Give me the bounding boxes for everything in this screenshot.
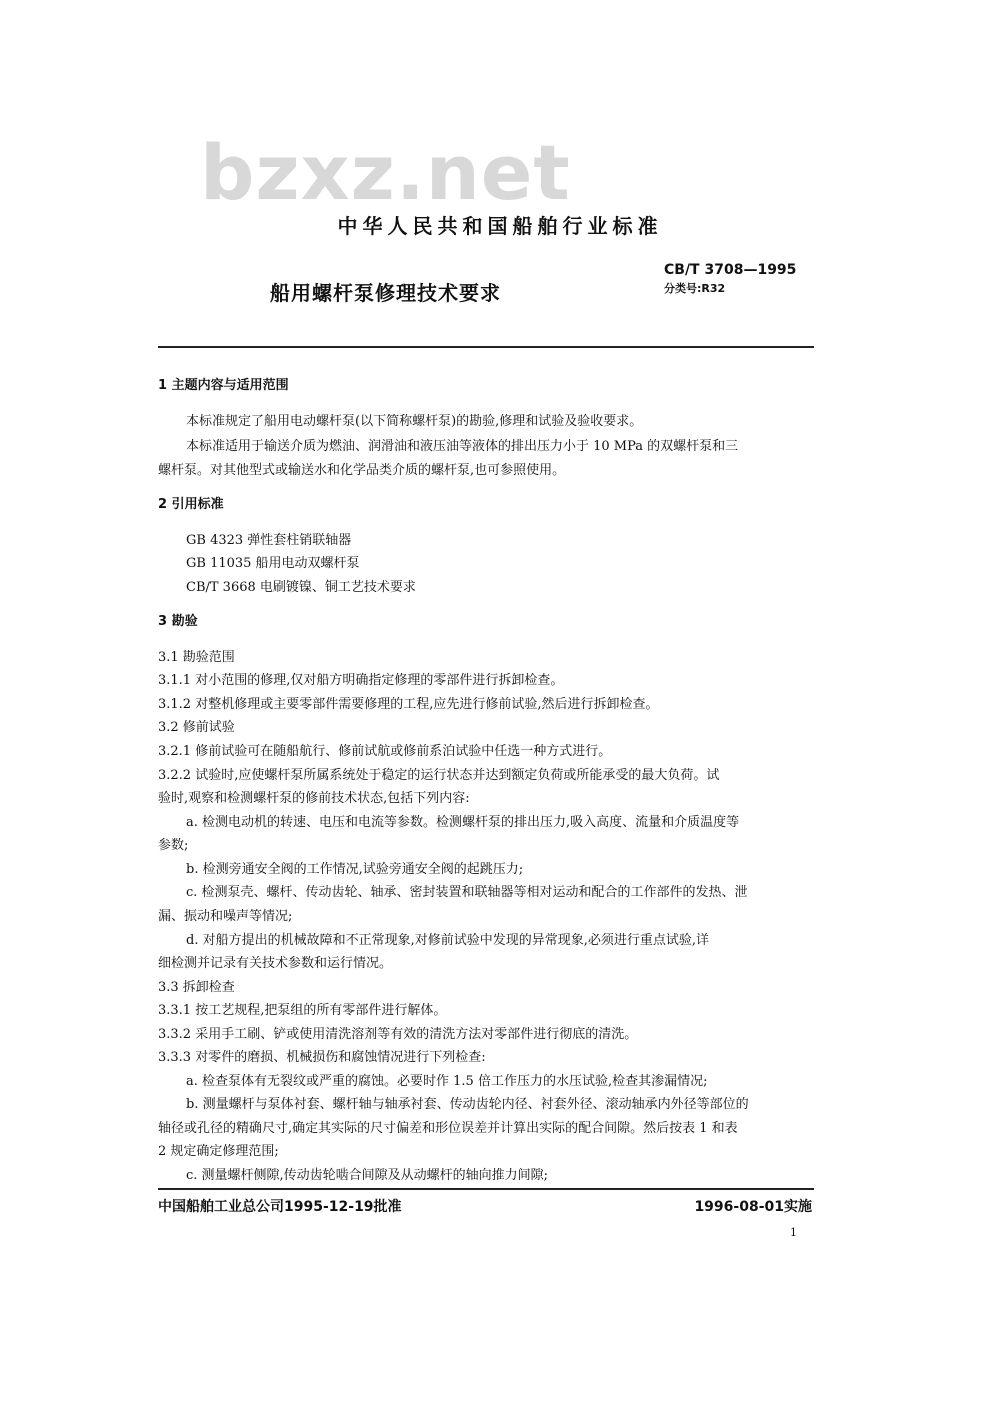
list-item: b. 检测旁通安全阀的工作情况,试验旁通安全阀的起跳压力; (186, 862, 524, 877)
list-item: 漏、振动和噪声等情况; (158, 909, 293, 924)
standard-code: CB/T 3708—1995 (664, 262, 797, 278)
list-item: a. 检查泵体有无裂纹或严重的腐蚀。必要时作 1.5 倍工作压力的水压试验,检查其渗漏情况; (186, 1074, 708, 1089)
standard-category-title: 中华人民共和国船舶行业标准 (337, 214, 663, 238)
watermark: bzxz.net (200, 128, 571, 217)
paragraph-line: 螺杆泵。对其他型式或输送水和化学品类介质的螺杆泵,也可参照使用。 (158, 463, 566, 478)
clause-line: 3.2.1 修前试验可在随船航行、修前试航或修前系泊试验中任选一种方式进行。 (158, 744, 612, 759)
effective-date: 1996-08-01实施 (694, 1199, 812, 1215)
paragraph-line: 本标准规定了船用电动螺杆泵(以下简称螺杆泵)的勘验,修理和试验及验收要求。 (186, 414, 643, 429)
reference-item: GB 4323 弹性套柱销联轴器 (186, 533, 352, 548)
list-item: c. 测量螺杆侧隙,传动齿轮啮合间隙及从动螺杆的轴向推力间隙; (186, 1168, 549, 1183)
list-item: d. 对船方提出的机械故障和不正常现象,对修前试验中发现的异常现象,必须进行重点试验,详 (186, 933, 709, 948)
list-item: b. 测量螺杆与泵体衬套、螺杆轴与轴承衬套、传动齿轮内径、衬套外径、滚动轴承内外径等部位的 (186, 1097, 749, 1112)
section-heading: 1 主题内容与适用范围 (158, 378, 289, 393)
clause-line: 3.3.2 采用手工刷、铲或使用清洗溶剂等有效的清洗方法对零部件进行彻底的清洗。 (158, 1027, 638, 1042)
clause-line: 3.1.2 对整机修理或主要零部件需要修理的工程,应先进行修前试验,然后进行拆卸检查。 (158, 697, 659, 712)
header-divider (158, 346, 814, 348)
subsection-heading: 3.1 勘验范围 (158, 650, 235, 665)
approval-date: 中国船舶工业总公司1995-12-19批准 (158, 1199, 402, 1215)
footer-divider (158, 1188, 814, 1190)
list-item: 细检测并记录有关技术参数和运行情况。 (158, 956, 393, 971)
list-item: 轴径或孔径的精确尺寸,确定其实际的尺寸偏差和形位误差并计算出实际的配合间隙。然后按表 1 和表 (158, 1121, 738, 1136)
list-item: c. 检测泵壳、螺杆、传动齿轮、轴承、密封装置和联轴器等相对运动和配合的工作部件的发热、泄 (186, 885, 748, 900)
reference-item: CB/T 3668 电刷镀镍、铜工艺技术要求 (186, 580, 416, 595)
section-heading: 2 引用标准 (158, 497, 224, 512)
document-title: 船用螺杆泵修理技术要求 (270, 281, 501, 305)
page-number: 1 (790, 1226, 797, 1239)
reference-item: GB 11035 船用电动双螺杆泵 (186, 556, 360, 571)
clause-line: 3.3.3 对零件的磨损、机械损伤和腐蚀情况进行下列检查: (158, 1050, 486, 1065)
classification-number: 分类号:R32 (664, 282, 726, 295)
subsection-heading: 3.3 拆卸检查 (158, 980, 235, 995)
clause-line: 3.2.2 试验时,应使螺杆泵所属系统处于稳定的运行状态并达到额定负荷或所能承受的最大负荷。试 (158, 768, 720, 783)
list-item: a. 检测电动机的转速、电压和电流等参数。检测螺杆泵的排出压力,吸入高度、流量和介质温度等 (186, 815, 740, 830)
clause-line: 3.3.1 按工艺规程,把泵组的所有零部件进行解体。 (158, 1003, 447, 1018)
clause-line: 3.1.1 对小范围的修理,仅对船方明确指定修理的零部件进行拆卸检查。 (158, 673, 564, 688)
paragraph-line: 本标准适用于输送介质为燃油、润滑油和液压油等液体的排出压力小于 10 MPa 的双螺杆泵和三 (186, 439, 739, 454)
subsection-heading: 3.2 修前试验 (158, 720, 235, 735)
list-item: 参数; (158, 838, 189, 853)
list-item: 2 规定确定修理范围; (158, 1144, 279, 1159)
clause-line: 验时,观察和检测螺杆泵的修前技术状态,包括下列内容: (158, 791, 470, 806)
section-heading: 3 勘验 (158, 614, 198, 629)
